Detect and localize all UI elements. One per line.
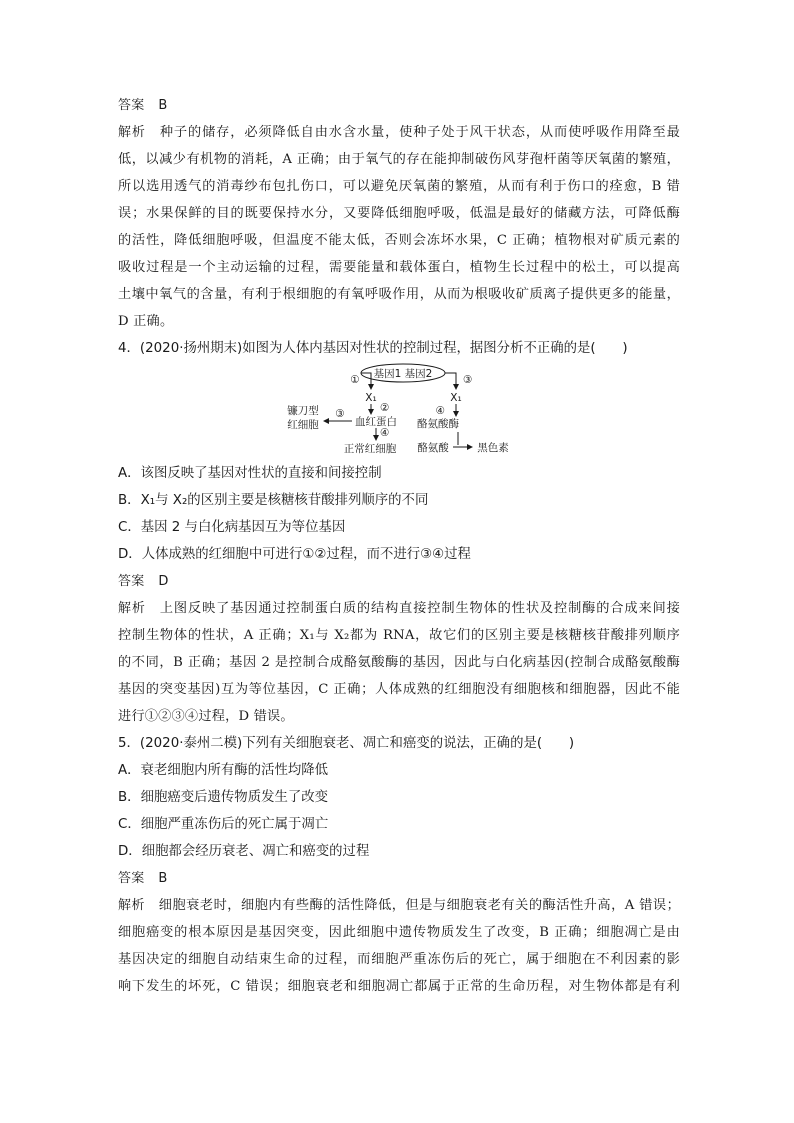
analysis-line: 土壤中氧气的含量，有利于根细胞的有氧呼吸作用，从而为根吸收矿质离子提供更多的能量， — [118, 287, 680, 302]
option-a: A．该图反映了基因对性状的直接和间接控制 — [118, 466, 382, 481]
analysis-line: 的活性，降低细胞呼吸，但温度不能太低，否则会冻坏水果，C 正确；植物根对矿质元素的 — [118, 233, 680, 248]
tyrosine-label: 酪氨酸 — [417, 442, 449, 454]
answer-label: 答案 — [118, 98, 145, 113]
document-page — [118, 92, 680, 1000]
step-label-2: ② — [380, 402, 390, 414]
option-b: B．细胞癌变后遗传物质发生了改变 — [118, 790, 329, 805]
answer-value: B — [158, 98, 168, 113]
answer-line — [118, 92, 680, 119]
answer-line — [118, 568, 680, 595]
analysis-line: 基因决定的细胞自动结束生命的过程，而细胞严重冻伤后的死亡，属于细胞在不利因素的影 — [118, 952, 680, 967]
sickle-label-a: 镰刀型 — [287, 405, 319, 417]
normal-rbc-label: 正常红细胞 — [343, 443, 397, 455]
option-c: C．基因 2 与白化病基因互为等位基因 — [118, 520, 346, 535]
answer-label: 答案 — [118, 871, 145, 886]
analysis-line: 的不同，B 正确；基因 2 是控制合成酪氨酸酶的基因，因此与白化病基因(控制合成酪氨酸酶 — [118, 655, 680, 670]
arrow-gene2 — [445, 373, 456, 389]
analysis-line — [118, 892, 680, 919]
analysis-line: 响下发生的坏死，C 错误；细胞衰老和细胞凋亡都属于正常的生命历程，对生物体都是有利 — [118, 979, 680, 994]
analysis-line: 基因的突变基因)互为等位基因，C 正确；人体成熟的红细胞没有细胞核和细胞器，因此不能 — [118, 682, 680, 697]
analysis-line: 低，以减少有机物的消耗，A 正确；由于氧气的存在能抑制破伤风芽孢杆菌等厌氧菌的繁殖， — [118, 152, 680, 167]
x1-label-left: X₁ — [365, 392, 377, 404]
gene-control-diagram — [118, 362, 680, 460]
analysis-text: 细胞衰老时，细胞内有些酶的活性降低，但是与细胞衰老有关的酶活性升高，A 错误； — [158, 898, 681, 913]
step-label-3b: ③ — [463, 374, 473, 386]
option-c: C．细胞严重冻伤后的死亡属于凋亡 — [118, 817, 329, 832]
option-a: A．衰老细胞内所有酶的活性均降低 — [118, 763, 329, 778]
analysis-line — [118, 595, 680, 622]
analysis-line: D 正确。 — [118, 314, 174, 329]
answer-line — [118, 865, 680, 892]
analysis-line: 误；水果保鲜的目的既要保持水分，又要降低细胞呼吸，低温是最好的储藏方法，可降低酶 — [118, 206, 680, 221]
step-label-4a: ④ — [380, 427, 390, 439]
answer-value: B — [158, 871, 168, 886]
analysis-text: 种子的储存，必须降低自由水含水量，使种子处于风干状态，从而使呼吸作用降至最 — [159, 125, 680, 140]
analysis-line: 细胞癌变的根本原因是基因突变，因此细胞中遗传物质发生了改变，B 正确；细胞凋亡是由 — [118, 925, 680, 940]
answer-label: 答案 — [118, 574, 145, 589]
x1-label-right: X₁ — [450, 392, 462, 404]
step-label-4b: ④ — [435, 405, 445, 417]
option-d: D．人体成熟的红细胞中可进行①②过程，而不进行③④过程 — [118, 547, 471, 562]
analysis-label: 解析 — [118, 601, 146, 616]
analysis-label: 解析 — [118, 125, 146, 140]
analysis-line: 吸收过程是一个主动运输的过程，需要能量和载体蛋白，植物生长过程中的松土，可以提高 — [118, 260, 680, 275]
analysis-line: 控制生物体的性状，A 正确；X₁与 X₂都为 RNA，故它们的区别主要是核糖核苷酸排列顺序 — [118, 628, 680, 643]
diagram-svg — [118, 362, 680, 460]
step-label-1: ① — [350, 374, 360, 386]
option-d: D．细胞都会经历衰老、凋亡和癌变的过程 — [118, 844, 370, 859]
melanin-label: 黑色素 — [477, 442, 509, 454]
analysis-label: 解析 — [118, 898, 146, 913]
analysis-line: 所以选用透气的消毒纱布包扎伤口，可以避免厌氧菌的繁殖，从而有利于伤口的痊愈，B 错 — [118, 179, 680, 194]
analysis-text: 上图反映了基因通过控制蛋白质的结构直接控制生物体的性状及控制酶的合成来间接 — [159, 601, 680, 616]
sickle-label-b: 红细胞 — [287, 419, 319, 431]
step-label-3a: ③ — [335, 408, 345, 420]
question-stem: 5．(2020·泰州二模)下列有关细胞衰老、凋亡和癌变的说法，正确的是( ) — [118, 736, 575, 751]
analysis-line: 进行①②③④过程，D 错误。 — [118, 709, 294, 724]
analysis-line — [118, 119, 680, 146]
tyrosinase-label: 酪氨酸酶 — [417, 418, 459, 430]
answer-value: D — [158, 574, 169, 589]
hemoglobin-label: 血红蛋白 — [355, 416, 397, 428]
option-b: B．X₁与 X₂的区别主要是核糖核苷酸排列顺序的不同 — [118, 493, 429, 508]
gene-label: 基因1 基因2 — [373, 368, 433, 380]
question-stem: 4．(2020·扬州期末)如图为人体内基因对性状的控制过程，据图分析不正确的是( ) — [118, 341, 628, 356]
